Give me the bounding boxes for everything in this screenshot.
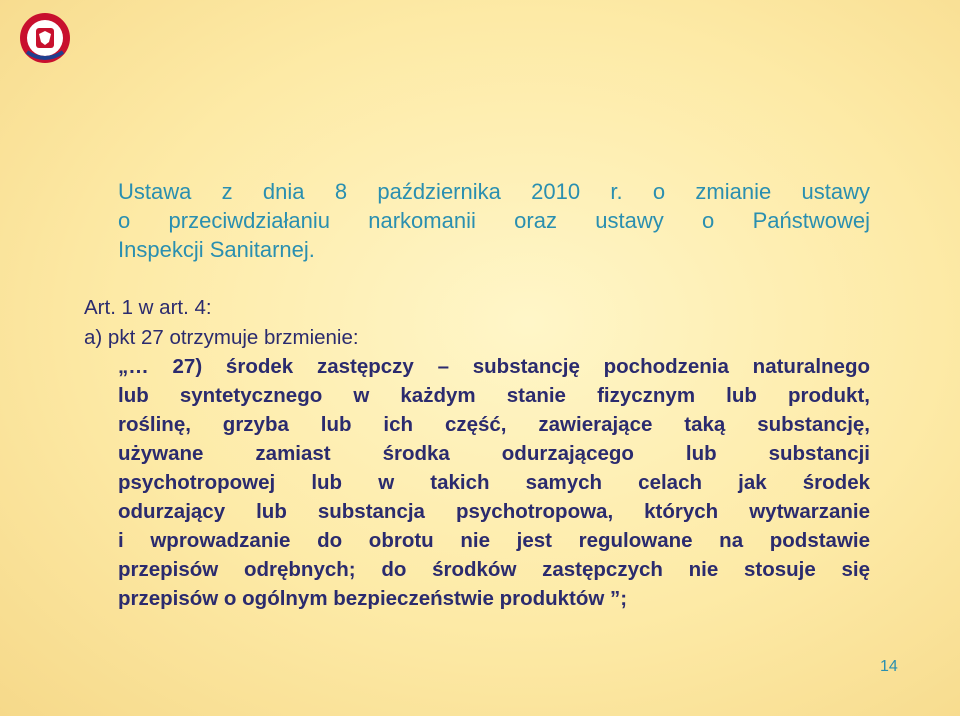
quote-line: lub syntetycznego w każdym stanie fizycznym lub produkt, (118, 384, 870, 407)
title-line: Ustawa z dnia 8 października 2010 r. o zmianie ustawy (118, 179, 870, 204)
quote-line: i wprowadzanie do obrotu nie jest regulowane na podstawie (118, 529, 870, 552)
quoted-definition (118, 352, 870, 613)
article-heading: Art. 1 w art. 4: (84, 296, 212, 319)
act-title (118, 177, 870, 264)
quote-line: używane zamiast środka odurzającego lub substancji (118, 442, 870, 465)
emblem-icon (19, 12, 71, 64)
quote-line: „… 27) środek zastępczy – substancję pochodzenia naturalnego (118, 355, 870, 378)
quote-line: odurzający lub substancja psychotropowa, których wytwarzanie (118, 500, 870, 523)
quote-line: psychotropowej lub w takich samych celach jak środek (118, 471, 870, 494)
article-reference (84, 293, 359, 353)
quote-line: przepisów odrębnych; do środków zastępczych nie stosuje się (118, 558, 870, 581)
inspection-logo (19, 12, 71, 64)
title-line: o przeciwdziałaniu narkomanii oraz ustawy o Państwowej (118, 208, 870, 233)
title-line: Inspekcji Sanitarnej. (118, 237, 315, 262)
quote-line: roślinę, grzyba lub ich część, zawierające taką substancję, (118, 413, 870, 436)
quote-line: przepisów o ogólnym bezpieczeństwie produktów ”; (118, 587, 628, 610)
page-number: 14 (880, 658, 898, 675)
article-point: a) pkt 27 otrzymuje brzmienie: (84, 326, 359, 349)
